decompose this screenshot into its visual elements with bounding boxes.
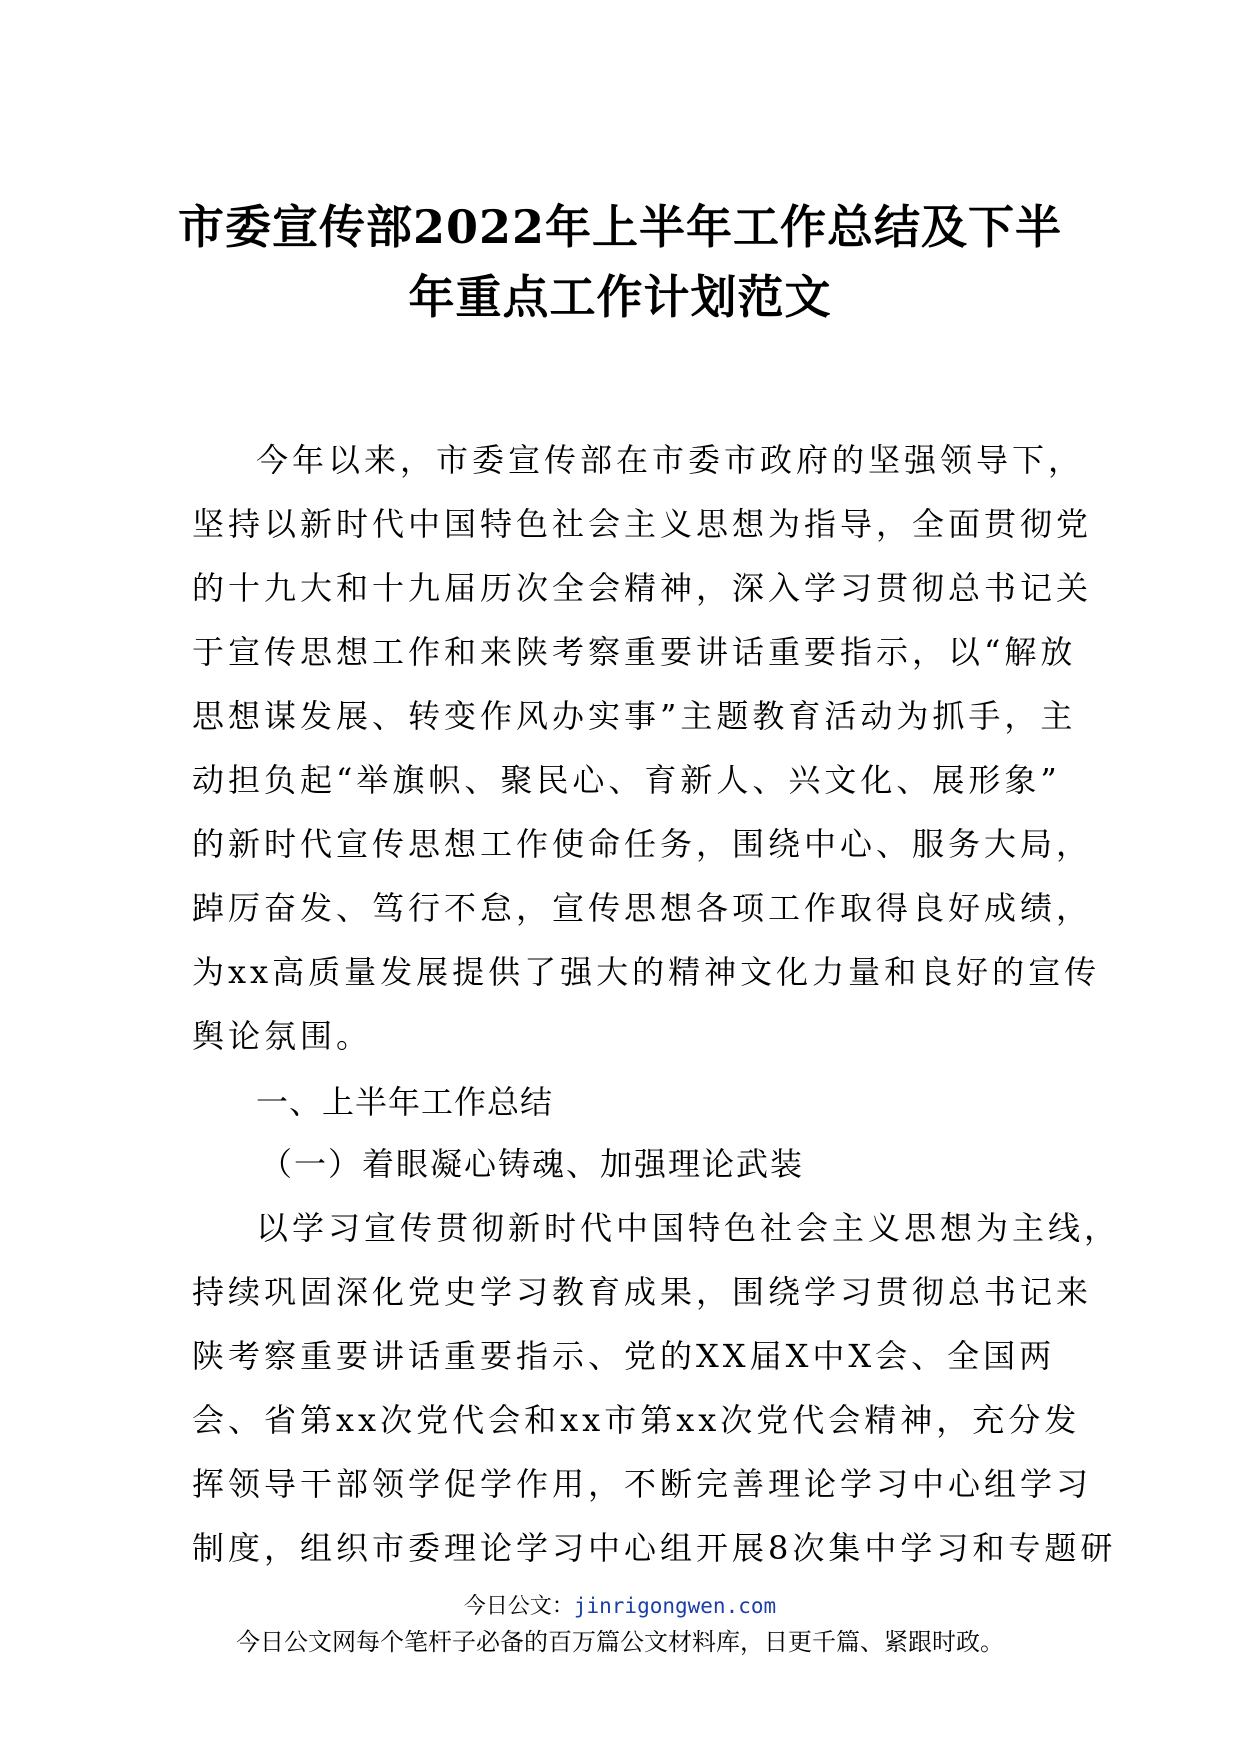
intro-paragraph: [192, 428, 1101, 1068]
intro-line: 坚持以新时代中国特色社会主义思想为指导，全面贯彻党: [192, 505, 1093, 543]
intro-line: 的新时代宣传思想工作使命任务，围绕中心、服务大局，: [192, 825, 1093, 863]
subsection-heading: （一）着眼凝心铸魂、加强理论武装: [260, 1145, 805, 1183]
title-line-2: 年重点工作计划范文: [408, 270, 832, 324]
intro-line: 动担负起“举旗帜、聚民心、育新人、兴文化、展形象”: [192, 761, 1061, 799]
intro-line: 于宣传思想工作和来陕考察重要讲话重要指示，以“解放: [192, 633, 1077, 671]
intro-line: 今年以来，市委宣传部在市委市政府的坚强领导下，: [256, 441, 1085, 479]
intro-line: 踔厉奋发、笃行不怠，宣传思想各项工作取得良好成绩，: [192, 889, 1093, 927]
body-line: 制度，组织市委理论学习中心组开展8次集中学习和专题研: [192, 1529, 1117, 1567]
intro-line: 舆论氛围。: [192, 1017, 373, 1055]
footer-slogan: 今日公文网每个笔杆子必备的百万篇公文材料库，日更千篇、紧跟时政。: [236, 1628, 1004, 1656]
footer-site-label: 今日公文：: [463, 1594, 574, 1619]
body-line: 以学习宣传贯彻新时代中国特色社会主义思想为主线，: [256, 1209, 1121, 1247]
title-line-1: 市委宣传部2022年上半年工作总结及下半: [177, 200, 1063, 254]
intro-line: 思想谋发展、转变作风办实事”主题教育活动为抓手，主: [192, 697, 1077, 735]
intro-line: 的十九大和十九届历次全会精神，深入学习贯彻总书记关: [192, 569, 1093, 607]
body-paragraph: [192, 1196, 1121, 1580]
footer-site: [0, 1590, 1240, 1623]
body-line: 挥领导干部领学促学作用，不断完善理论学习中心组学习: [192, 1465, 1093, 1503]
footer-site-link[interactable]: jinrigongwen.com: [573, 1594, 777, 1618]
section-heading: 一、上半年工作总结: [256, 1083, 554, 1121]
body-line: 会、省第xx次党代会和xx市第xx次党代会精神，充分发: [192, 1401, 1081, 1439]
intro-line: 为xx高质量发展提供了强大的精神文化力量和良好的宣传: [192, 953, 1101, 991]
body-line: 持续巩固深化党史学习教育成果，围绕学习贯彻总书记来: [192, 1273, 1093, 1311]
document-title: [150, 192, 1090, 332]
body-line: 陕考察重要讲话重要指示、党的XX届X中X会、全国两: [192, 1337, 1056, 1375]
